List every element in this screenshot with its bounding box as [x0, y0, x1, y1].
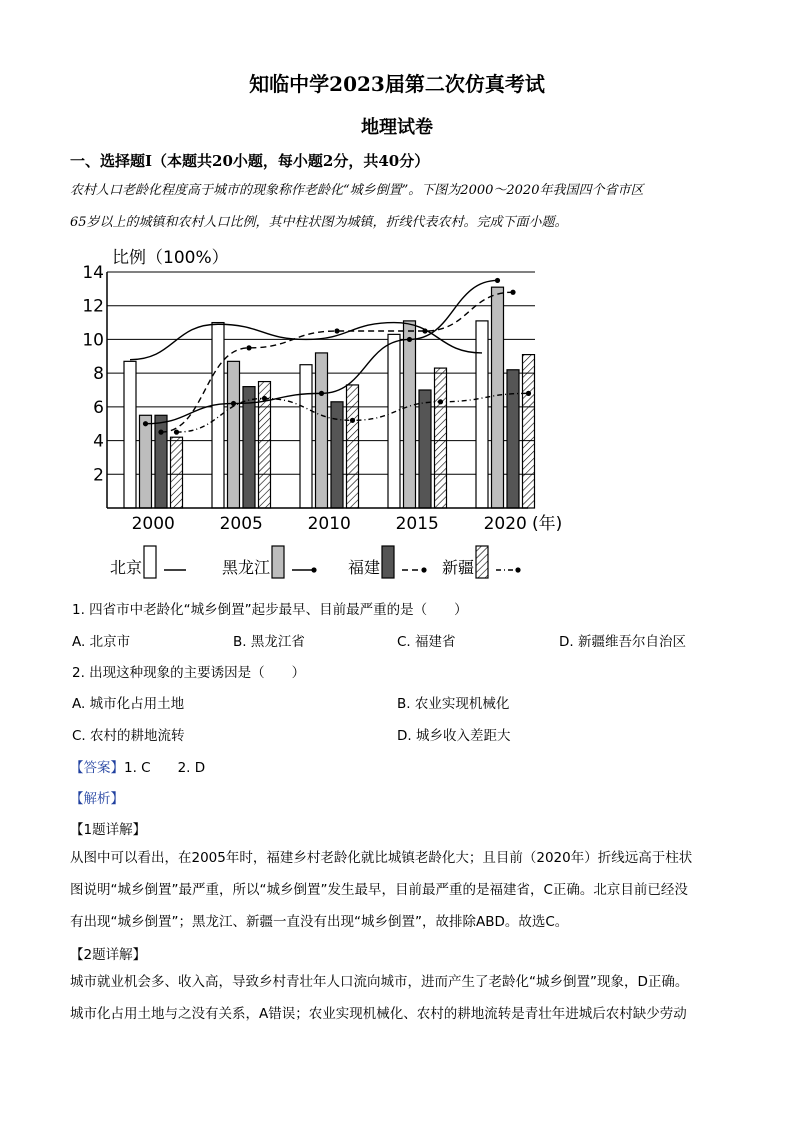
- q2-option-c[interactable]: C. 农村的耕地流转: [72, 728, 185, 744]
- y-tick-label: 6: [93, 397, 104, 418]
- detail-2-label: 【2题详解】: [70, 947, 147, 963]
- answer-label: 【答案】: [70, 760, 124, 776]
- x-tick-label: 2000: [131, 514, 175, 534]
- rural-point-福建-2010: [334, 328, 339, 333]
- legend-swatch: [382, 546, 394, 578]
- exam-title: 知临中学2023届第二次仿真考试: [249, 72, 545, 96]
- y-tick-label: 10: [82, 330, 104, 351]
- intro-line-2: 65岁以上的城镇和农村人口比例，其中柱状图为城镇，折线代表农村。完成下面小题。: [70, 215, 568, 230]
- legend-swatch: [144, 546, 156, 578]
- bar-黑龙江-2000: [140, 415, 152, 508]
- y-tick-label: 2: [93, 465, 104, 486]
- bar-北京-2015: [388, 334, 400, 508]
- y-tick-label: 12: [82, 296, 104, 317]
- rural-point-黑龙江-2020: [495, 278, 500, 283]
- answer-row: [70, 756, 205, 776]
- x-tick-label: 2005: [219, 514, 263, 534]
- y-tick-label: 8: [93, 364, 104, 385]
- bar-黑龙江-2010: [316, 353, 328, 508]
- answer-text: 1. C 2. D: [124, 760, 206, 776]
- rural-point-福建-2000: [158, 430, 163, 435]
- bar-黑龙江-2015: [404, 321, 416, 508]
- bar-新疆-2020: [523, 355, 535, 508]
- bar-北京-2020: [476, 321, 488, 508]
- legend-swatch: [476, 546, 488, 578]
- rural-point-黑龙江-2005: [231, 401, 236, 406]
- rural-point-福建-2020: [510, 290, 515, 295]
- bar-北京-2010: [300, 365, 312, 508]
- legend-marker: [311, 567, 316, 572]
- bar-新疆-2015: [435, 368, 447, 508]
- legend-label: 北京: [110, 558, 143, 577]
- y-tick-label: 4: [93, 431, 104, 452]
- detail-2-line: 城市就业机会多、收入高，导致乡村青壮年人口流向城市，进而产生了老龄化“城乡倒置”现象，D正确。: [70, 974, 689, 990]
- legend-label: 福建: [348, 558, 381, 577]
- detail-2-line: 城市化占用土地与之没有关系，A错误；农业实现机械化、农村的耕地流转是青壮年进城后农村缺少劳动: [70, 1006, 687, 1022]
- legend-label: 黑龙江: [222, 558, 271, 577]
- intro-line-1: 农村人口老龄化程度高于城市的现象称作老龄化“城乡倒置”。下图为2000～2020年我国四个省市区: [70, 183, 644, 198]
- bar-北京-2005: [212, 323, 224, 508]
- q1-option-c[interactable]: C. 福建省: [397, 634, 456, 650]
- question-1-stem: 1. 四省市中老龄化“城乡倒置”起步最早、目前最严重的是（ ）: [72, 602, 468, 618]
- question-2-stem: 2. 出现这种现象的主要诱因是（ ）: [72, 665, 306, 681]
- aging-chart: [80, 240, 580, 585]
- rural-line-北京: [130, 323, 482, 360]
- detail-1-line: 图说明“城乡倒置”最严重，所以“城乡倒置”发生最早，目前最严重的是福建省，C正确。北京目前已经没: [70, 882, 688, 898]
- rural-point-黑龙江-2010: [319, 391, 324, 396]
- x-tick-label: 2015: [395, 514, 439, 534]
- rural-point-新疆-2020: [526, 391, 531, 396]
- bar-黑龙江-2005: [228, 361, 240, 508]
- legend-swatch: [272, 546, 284, 578]
- rural-point-新疆-2010: [350, 418, 355, 423]
- bar-福建-2020: [507, 370, 519, 508]
- x-axis-unit: (年): [532, 514, 563, 534]
- detail-1-text: [70, 842, 722, 938]
- bar-新疆-2010: [347, 385, 359, 508]
- x-tick-labels: [132, 514, 527, 534]
- bar-福建-2005: [243, 387, 255, 508]
- detail-2-text: [70, 966, 722, 1030]
- rural-point-黑龙江-2015: [407, 337, 412, 342]
- section-heading: 一、选择题Ⅰ（本题共20小题，每小题2分，共40分）: [70, 152, 430, 170]
- legend-label: 新疆: [442, 558, 475, 577]
- detail-1-line: 从图中可以看出，在2005年时，福建乡村老龄化就比城镇老龄化大；且目前（2020年）折线远高于柱状: [70, 850, 693, 866]
- q1-option-a[interactable]: A. 北京市: [72, 634, 131, 650]
- q1-option-d[interactable]: D. 新疆维吾尔自治区: [559, 634, 686, 650]
- analysis-label: 【解析】: [70, 791, 124, 807]
- rural-point-福建-2015: [422, 328, 427, 333]
- bar-福建-2015: [419, 390, 431, 508]
- bar-series: [124, 287, 535, 508]
- y-axis-label: 比例（100%）: [112, 248, 229, 268]
- rural-point-黑龙江-2000: [143, 421, 148, 426]
- rural-point-福建-2005: [246, 345, 251, 350]
- bar-新疆-2000: [171, 437, 183, 508]
- rural-point-新疆-2005: [262, 396, 267, 401]
- rural-point-新疆-2015: [438, 399, 443, 404]
- q2-option-d[interactable]: D. 城乡收入差距大: [397, 728, 511, 744]
- bar-福建-2010: [331, 402, 343, 508]
- legend-marker: [515, 567, 520, 572]
- rural-point-新疆-2000: [174, 430, 179, 435]
- bar-黑龙江-2020: [492, 287, 504, 508]
- x-tick-label: 2010: [307, 514, 351, 534]
- x-tick-label: 2020: [483, 514, 527, 534]
- q2-option-b[interactable]: B. 农业实现机械化: [397, 696, 510, 712]
- y-tick-label: 14: [82, 263, 104, 283]
- q2-option-a[interactable]: A. 城市化占用土地: [72, 696, 185, 712]
- exam-subtitle: 地理试卷: [361, 117, 433, 138]
- q1-option-b[interactable]: B. 黑龙江省: [233, 634, 305, 650]
- detail-1-line: 有出现“城乡倒置”；黑龙江、新疆一直没有出现“城乡倒置”，故排除ABD。故选C。: [70, 914, 569, 930]
- legend-marker: [421, 567, 426, 572]
- detail-1-label: 【1题详解】: [70, 822, 147, 838]
- chart-legend: [110, 546, 521, 578]
- bar-北京-2000: [124, 361, 136, 508]
- y-tick-labels: [82, 263, 104, 485]
- bar-福建-2000: [155, 415, 167, 508]
